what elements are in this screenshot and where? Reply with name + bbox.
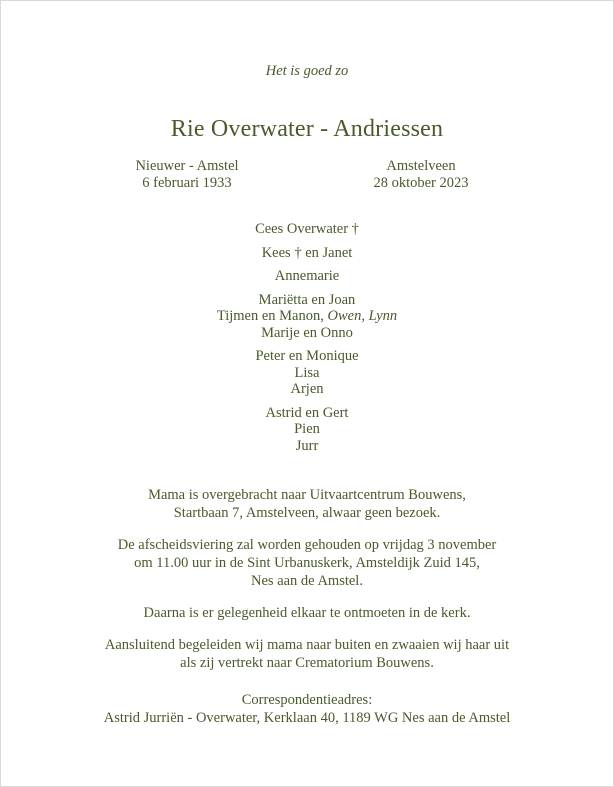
notice-line: Daarna is er gelegenheid elkaar te ontmoeten in de kerk. — [143, 605, 471, 621]
notice-paragraph — [1, 636, 613, 672]
family-line-plain: Tijmen en Manon, — [216, 308, 328, 324]
deceased-name: Rie Overwater - Andriessen — [170, 116, 444, 142]
family-line — [1, 308, 613, 325]
family-line: Jurr — [295, 437, 319, 454]
birth-place: Nieuwer - Amstel — [135, 158, 239, 174]
family-line: Pien — [294, 421, 320, 437]
notice-line: Aansluitend begeleiden wij mama naar buiten en zwaaien wij haar uit — [104, 637, 510, 653]
family-line: Peter en Monique — [255, 348, 359, 364]
death-place: Amstelveen — [386, 158, 456, 174]
family-line: Lisa — [294, 364, 320, 381]
birth-date: 6 februari 1933 — [142, 175, 232, 191]
death-info — [311, 158, 531, 192]
notice-line: De afscheidsviering zal worden gehouden op vrijdag 3 november — [117, 537, 497, 553]
family-group — [1, 221, 613, 238]
correspondence-address — [1, 691, 613, 727]
family-line: Kees † en Janet — [261, 244, 353, 261]
family-list — [1, 221, 613, 461]
contact-address: Astrid Jurriën - Overwater, Kerklaan 40, 1189 WG Nes aan de Amstel — [103, 710, 511, 726]
notice-line: Mama is overgebracht naar Uitvaartcentrum Bouwens, — [148, 487, 466, 503]
notice-line: Startbaan 7, Amstelveen, alwaar geen bezoek. — [173, 505, 441, 521]
family-line: Annemarie — [274, 268, 340, 284]
family-line-italic: Owen, Lynn — [327, 308, 398, 324]
family-line: Mariëtta en Joan — [258, 291, 356, 308]
family-group — [1, 245, 613, 262]
family-group — [1, 268, 613, 285]
notices — [1, 486, 613, 686]
notice-line: Nes aan de Amstel. — [251, 573, 363, 589]
birth-info — [77, 158, 297, 192]
death-date: 28 oktober 2023 — [373, 175, 469, 191]
notice-paragraph — [1, 536, 613, 590]
family-group — [1, 348, 613, 398]
contact-heading: Correspondentieadres: — [241, 692, 373, 708]
motto: Het is goed zo — [265, 63, 349, 79]
dates-block — [1, 158, 613, 194]
notice-line: om 11.00 uur in de Sint Urbanuskerk, Amsteldijk Zuid 145, — [134, 555, 480, 571]
notice-paragraph — [1, 486, 613, 522]
family-line: Cees Overwater † — [255, 221, 359, 237]
family-line: Marije en Onno — [261, 324, 353, 341]
notice-line: als zij vertrekt naar Crematorium Bouwens. — [180, 655, 434, 671]
family-group — [1, 292, 613, 342]
family-group — [1, 405, 613, 455]
family-line: Arjen — [290, 381, 324, 397]
family-line: Astrid en Gert — [265, 404, 349, 421]
notice-paragraph — [1, 604, 613, 622]
